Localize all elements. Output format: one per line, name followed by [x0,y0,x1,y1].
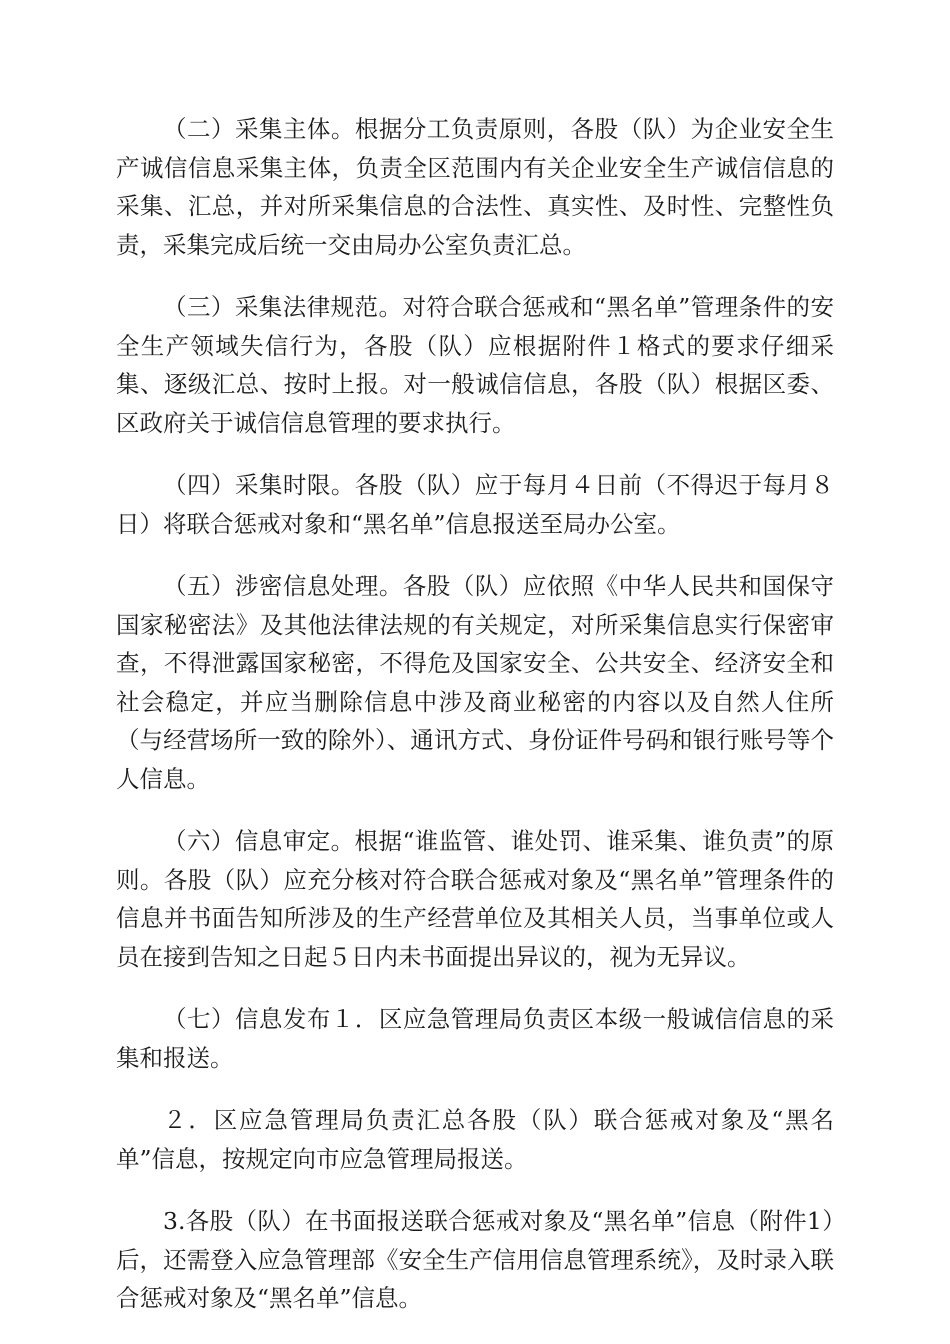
paragraph-time-limit: （四）采集时限。各股（队）应于每月４日前（不得迟于每月８日）将联合惩戒对象和“黑名单”信息报送至局办公室。 [116,471,834,538]
paragraph-item-2: ２．区应急管理局负责汇总各股（队）联合惩戒对象及“黑名单”信息，按规定向市应急管理局报送。 [116,1106,834,1173]
paragraph-classified-info: （五）涉密信息处理。各股（队）应依照《中华人民共和国保守国家秘密法》及其他法律法规的有关规定，对所采集信息实行保密审查，不得泄露国家秘密，不得危及国家安全、公共安全、经济安全和社会稳定，并应当删除信息中涉及商业秘密的内容以及自然人住所（与经营场所一致的除外）、通讯方式、身份证件号码和银行账号等个人信息。 [116,572,834,793]
paragraph-info-release: （七）信息发布１．区应急管理局负责区本级一般诚信信息的采集和报送。 [116,1005,834,1072]
paragraph-item-3: 3.各股（队）在书面报送联合惩戒对象及“黑名单”信息（附件1）后，还需登入应急管理部《安全生产信用信息管理系统》，及时录入联合惩戒对象及“黑名单”信息。 [116,1207,834,1312]
paragraph-collection-subject: （二）采集主体。根据分工负责原则，各股（队）为企业安全生产诚信信息采集主体，负责全区范围内有关企业安全生产诚信信息的采集、汇总，并对所采集信息的合法性、真实性、及时性、完整性负责，采集完成后统一交由局办公室负责汇总。 [116,115,834,259]
paragraph-legal-norms: （三）采集法律规范。对符合联合惩戒和“黑名单”管理条件的安全生产领域失信行为，各股（队）应根据附件１格式的要求仔细采集、逐级汇总、按时上报。对一般诚信信息，各股（队）根据区委、区政府关于诚信信息管理的要求执行。 [116,293,834,437]
document-body [116,110,834,1342]
paragraph-info-review: （六）信息审定。根据“谁监管、谁处罚、谁采集、谁负责”的原则。各股（队）应充分核对符合联合惩戒对象及“黑名单”管理条件的信息并书面告知所涉及的生产经营单位及其相关人员，当事单位或人员在接到告知之日起５日内未书面提出异议的，视为无异议。 [116,827,834,971]
